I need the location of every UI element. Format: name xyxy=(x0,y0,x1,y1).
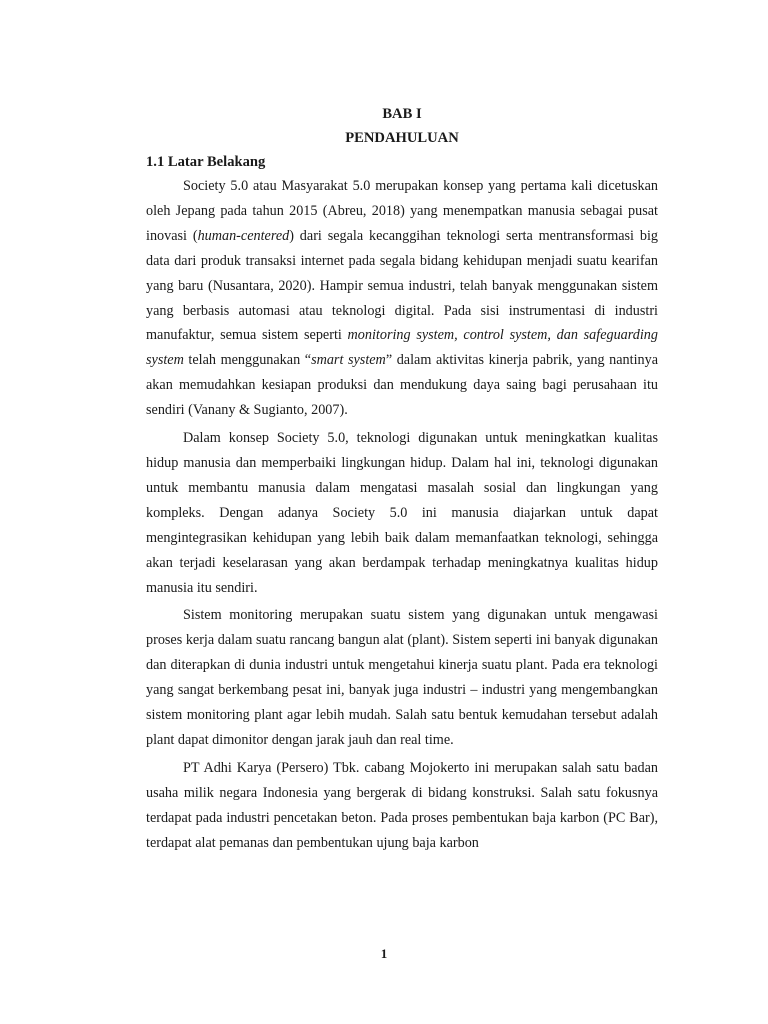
page-body xyxy=(146,102,658,858)
p1-italic-systems: monitoring system, control system, dan safeguarding system xyxy=(146,327,658,369)
chapter-title: PENDAHULUAN xyxy=(345,130,459,146)
p1-text-a: Society 5.0 atau Masyarakat 5.0 merupakan konsep yang pertama kali dicetuskan oleh Jepang pada tahun 2015 (Abreu, 2018) yang menempatkan manusia sebagai pusat inovasi ( xyxy=(146,178,658,244)
section-heading: 1.1 Latar Belakang xyxy=(146,154,266,170)
p1-italic-smart-system: smart system xyxy=(311,352,386,369)
paragraph-2: Dalam konsep Society 5.0, teknologi digunakan untuk meningkatkan kualitas hidup manusia dan memperbaiki lingkungan hidup. Dalam hal ini, teknologi digunakan untuk membantu manusia dalam mengatasi masalah sosial dan lingkungan yang kompleks. Dengan adanya Society 5.0 ini manusia diajarkan untuk dapat mengintegrasikan kehidupan yang lebih baik dalam memanfaatkan teknologi, sehingga akan terjadi keselarasan yang akan berdampak terhadap meningkatnya kualitas hidup manusia itu sendiri. xyxy=(146,430,658,596)
paragraph-4: PT Adhi Karya (Persero) Tbk. cabang Mojokerto ini merupakan salah satu badan usaha milik negara Indonesia yang bergerak di bidang konstruksi. Salah satu fokusnya terdapat pada industri pencetakan beton. Pada proses pembentukan baja karbon (PC Bar), terdapat alat pemanas dan pembentukan ujung baja karbon xyxy=(146,759,658,851)
paragraph-1 xyxy=(146,174,658,423)
p1-italic-human-centered: human-centered xyxy=(197,227,290,244)
p1-text-g: ” dalam aktivitas kinerja pabrik, yang nantinya akan memudahkan kesiapan produksi dan mendukung daya saing bagi perusahaan itu sendiri (Vanany & Sugianto, 2007). xyxy=(146,352,659,419)
chapter-label: BAB I xyxy=(382,106,422,122)
p1-text-c: ) dari segala kecanggihan teknologi serta mentransformasi big data dari produk transaksi internet pada segala bidang kehidupan menjadi suatu kearifan yang baru (Nusantara, 2020). Hampir semua industri, telah banyak menggunakan sistem yang berbasis automasi atau teknologi digital. Pada sisi instrumentasi di industri manufaktur, semua sistem seperti xyxy=(146,227,658,344)
p1-text-e: telah menggunakan “ xyxy=(183,352,312,369)
paragraph-3: Sistem monitoring merupakan suatu sistem yang digunakan untuk mengawasi proses kerja dalam suatu rancang bangun alat (plant). Sistem seperti ini banyak digunakan dan diterapkan di dunia industri untuk mengetahui kinerja suatu plant. Pada era teknologi yang sangat berkembang pesat ini, banyak juga industri – industri yang mengembangkan sistem monitoring plant agar lebih mudah. Salah satu bentuk kemudahan tersebut adalah plant dapat dimonitor dengan jarak jauh dan real time. xyxy=(146,607,658,748)
page-number: 1 xyxy=(380,946,388,961)
